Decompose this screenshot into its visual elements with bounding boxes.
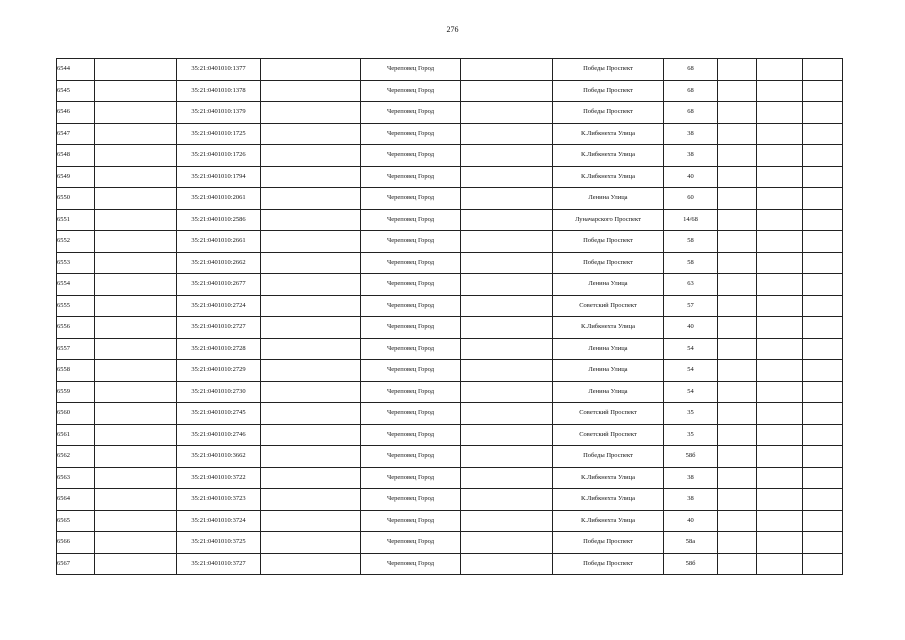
table-row: [57, 188, 843, 210]
cell-city: Череповец Город: [361, 510, 461, 532]
cell-cadastral-number: 35:21:0401010:2730: [177, 381, 261, 403]
table-row: [57, 381, 843, 403]
cell-empty: [461, 467, 553, 489]
cell-city: Череповец Город: [361, 403, 461, 425]
cell-empty: [757, 424, 803, 446]
cell-street: Победы Проспект: [553, 231, 664, 253]
cell-empty: [757, 317, 803, 339]
cell-empty: [803, 360, 843, 382]
cell-cadastral-number: 35:21:0401010:2724: [177, 295, 261, 317]
cell-empty: [757, 209, 803, 231]
cell-empty: [261, 467, 361, 489]
cell-empty: [803, 80, 843, 102]
cell-empty: [718, 317, 757, 339]
cell-empty: [718, 360, 757, 382]
cell-empty: [95, 510, 177, 532]
cell-empty: [461, 252, 553, 274]
cell-house: 68: [664, 59, 718, 81]
cell-city: Череповец Город: [361, 381, 461, 403]
cell-record-number: 6546: [57, 102, 95, 124]
cell-house: 14/68: [664, 209, 718, 231]
cell-empty: [718, 252, 757, 274]
cell-empty: [261, 317, 361, 339]
cell-street: Победы Проспект: [553, 532, 664, 554]
cell-house: 40: [664, 317, 718, 339]
cell-empty: [95, 424, 177, 446]
cell-empty: [95, 188, 177, 210]
cell-city: Череповец Город: [361, 209, 461, 231]
cell-empty: [718, 102, 757, 124]
cell-house: 54: [664, 381, 718, 403]
cell-street: Ленина Улица: [553, 274, 664, 296]
cell-record-number: 6567: [57, 553, 95, 575]
table-row: [57, 209, 843, 231]
cell-empty: [803, 338, 843, 360]
cell-empty: [718, 80, 757, 102]
cell-empty: [95, 446, 177, 468]
cell-street: Победы Проспект: [553, 252, 664, 274]
cell-city: Череповец Город: [361, 145, 461, 167]
cell-empty: [461, 274, 553, 296]
table-row: [57, 80, 843, 102]
cell-cadastral-number: 35:21:0401010:3662: [177, 446, 261, 468]
cell-house: 60: [664, 188, 718, 210]
cell-empty: [757, 338, 803, 360]
cell-house: 63: [664, 274, 718, 296]
cell-house: 38: [664, 489, 718, 511]
cell-empty: [803, 403, 843, 425]
cell-record-number: 6552: [57, 231, 95, 253]
cell-empty: [718, 338, 757, 360]
cell-empty: [718, 446, 757, 468]
cell-cadastral-number: 35:21:0401010:2662: [177, 252, 261, 274]
cell-empty: [757, 80, 803, 102]
cell-house: 54: [664, 338, 718, 360]
cell-empty: [718, 489, 757, 511]
cell-city: Череповец Город: [361, 338, 461, 360]
cell-empty: [718, 381, 757, 403]
cell-empty: [757, 59, 803, 81]
cell-record-number: 6565: [57, 510, 95, 532]
cell-empty: [461, 295, 553, 317]
cell-house: 68: [664, 102, 718, 124]
cell-house: 40: [664, 166, 718, 188]
cell-empty: [461, 102, 553, 124]
cell-empty: [95, 317, 177, 339]
cell-empty: [261, 274, 361, 296]
cell-empty: [461, 489, 553, 511]
cell-empty: [803, 123, 843, 145]
cell-cadastral-number: 35:21:0401010:3725: [177, 532, 261, 554]
cell-empty: [95, 145, 177, 167]
cell-empty: [718, 295, 757, 317]
cell-empty: [757, 188, 803, 210]
cell-street: Советский Проспект: [553, 424, 664, 446]
cell-street: К.Либкнехта Улица: [553, 317, 664, 339]
cell-record-number: 6548: [57, 145, 95, 167]
cell-street: К.Либкнехта Улица: [553, 123, 664, 145]
cell-empty: [261, 553, 361, 575]
cell-empty: [261, 489, 361, 511]
cell-empty: [95, 80, 177, 102]
cell-house: 68: [664, 80, 718, 102]
cell-empty: [461, 166, 553, 188]
cell-empty: [803, 102, 843, 124]
cell-empty: [461, 145, 553, 167]
cell-empty: [803, 166, 843, 188]
cell-empty: [95, 403, 177, 425]
cell-cadastral-number: 35:21:0401010:3723: [177, 489, 261, 511]
cell-cadastral-number: 35:21:0401010:1794: [177, 166, 261, 188]
cell-empty: [803, 274, 843, 296]
table-row: [57, 403, 843, 425]
cell-empty: [718, 467, 757, 489]
cell-cadastral-number: 35:21:0401010:1377: [177, 59, 261, 81]
cell-empty: [95, 102, 177, 124]
cell-empty: [95, 489, 177, 511]
cell-empty: [95, 209, 177, 231]
cell-city: Череповец Город: [361, 532, 461, 554]
cell-city: Череповец Город: [361, 166, 461, 188]
cell-empty: [803, 510, 843, 532]
registry-table: [56, 58, 843, 575]
table-row: [57, 446, 843, 468]
cell-empty: [757, 123, 803, 145]
cell-empty: [95, 59, 177, 81]
cell-record-number: 6558: [57, 360, 95, 382]
cell-empty: [261, 123, 361, 145]
cell-empty: [757, 510, 803, 532]
cell-record-number: 6547: [57, 123, 95, 145]
cell-empty: [461, 59, 553, 81]
cell-empty: [803, 317, 843, 339]
cell-empty: [461, 80, 553, 102]
cell-empty: [95, 166, 177, 188]
cell-empty: [803, 446, 843, 468]
cell-empty: [803, 467, 843, 489]
cell-empty: [461, 123, 553, 145]
cell-city: Череповец Город: [361, 188, 461, 210]
cell-empty: [757, 381, 803, 403]
cell-cadastral-number: 35:21:0401010:2677: [177, 274, 261, 296]
cell-empty: [718, 209, 757, 231]
cell-street: Победы Проспект: [553, 102, 664, 124]
cell-empty: [95, 231, 177, 253]
cell-record-number: 6544: [57, 59, 95, 81]
cell-empty: [803, 424, 843, 446]
table-row: [57, 317, 843, 339]
cell-record-number: 6557: [57, 338, 95, 360]
cell-city: Череповец Город: [361, 467, 461, 489]
cell-empty: [757, 145, 803, 167]
cell-record-number: 6559: [57, 381, 95, 403]
cell-house: 58: [664, 252, 718, 274]
cell-empty: [461, 532, 553, 554]
cell-house: 58б: [664, 446, 718, 468]
cell-street: Победы Проспект: [553, 553, 664, 575]
cell-record-number: 6562: [57, 446, 95, 468]
cell-cadastral-number: 35:21:0401010:2729: [177, 360, 261, 382]
cell-house: 38: [664, 467, 718, 489]
cell-empty: [261, 231, 361, 253]
cell-cadastral-number: 35:21:0401010:1725: [177, 123, 261, 145]
cell-empty: [757, 102, 803, 124]
cell-empty: [718, 510, 757, 532]
cell-empty: [261, 209, 361, 231]
cell-city: Череповец Город: [361, 102, 461, 124]
cell-empty: [803, 59, 843, 81]
cell-cadastral-number: 35:21:0401010:3727: [177, 553, 261, 575]
cell-empty: [757, 252, 803, 274]
cell-cadastral-number: 35:21:0401010:3724: [177, 510, 261, 532]
cell-house: 54: [664, 360, 718, 382]
cell-empty: [461, 360, 553, 382]
cell-empty: [757, 467, 803, 489]
cell-empty: [718, 123, 757, 145]
cell-empty: [261, 295, 361, 317]
cell-empty: [261, 403, 361, 425]
cell-cadastral-number: 35:21:0401010:1378: [177, 80, 261, 102]
cell-empty: [803, 209, 843, 231]
table-row: [57, 467, 843, 489]
cell-house: 40: [664, 510, 718, 532]
table-row: [57, 123, 843, 145]
cell-empty: [95, 338, 177, 360]
cell-street: Победы Проспект: [553, 446, 664, 468]
cell-empty: [757, 360, 803, 382]
cell-street: Ленина Улица: [553, 338, 664, 360]
cell-city: Череповец Город: [361, 317, 461, 339]
cell-empty: [95, 532, 177, 554]
cell-empty: [95, 295, 177, 317]
cell-house: 35: [664, 424, 718, 446]
cell-cadastral-number: 35:21:0401010:2745: [177, 403, 261, 425]
cell-city: Череповец Город: [361, 252, 461, 274]
cell-empty: [803, 553, 843, 575]
cell-cadastral-number: 35:21:0401010:2746: [177, 424, 261, 446]
cell-record-number: 6566: [57, 532, 95, 554]
cell-city: Череповец Город: [361, 59, 461, 81]
cell-cadastral-number: 35:21:0401010:2586: [177, 209, 261, 231]
cell-empty: [461, 209, 553, 231]
cell-empty: [261, 188, 361, 210]
cell-empty: [718, 274, 757, 296]
cell-record-number: 6551: [57, 209, 95, 231]
cell-empty: [803, 145, 843, 167]
cell-empty: [461, 317, 553, 339]
cell-street: К.Либкнехта Улица: [553, 510, 664, 532]
cell-empty: [718, 553, 757, 575]
table-row: [57, 424, 843, 446]
cell-street: Ленина Улица: [553, 188, 664, 210]
cell-house: 57: [664, 295, 718, 317]
cell-empty: [757, 489, 803, 511]
cell-empty: [803, 252, 843, 274]
cell-empty: [261, 338, 361, 360]
cell-record-number: 6563: [57, 467, 95, 489]
cell-city: Череповец Город: [361, 295, 461, 317]
cell-city: Череповец Город: [361, 80, 461, 102]
cell-cadastral-number: 35:21:0401010:2728: [177, 338, 261, 360]
table-row: [57, 553, 843, 575]
cell-record-number: 6549: [57, 166, 95, 188]
cell-street: Победы Проспект: [553, 80, 664, 102]
cell-street: Ленина Улица: [553, 360, 664, 382]
cell-empty: [461, 446, 553, 468]
cell-street: К.Либкнехта Улица: [553, 467, 664, 489]
cell-street: К.Либкнехта Улица: [553, 145, 664, 167]
cell-empty: [718, 424, 757, 446]
cell-street: Советский Проспект: [553, 403, 664, 425]
cell-empty: [261, 59, 361, 81]
cell-empty: [803, 188, 843, 210]
cell-empty: [803, 489, 843, 511]
cell-empty: [261, 510, 361, 532]
cell-empty: [757, 295, 803, 317]
cell-city: Череповец Город: [361, 123, 461, 145]
cell-cadastral-number: 35:21:0401010:1726: [177, 145, 261, 167]
cell-empty: [718, 145, 757, 167]
cell-record-number: 6560: [57, 403, 95, 425]
cell-empty: [95, 381, 177, 403]
cell-empty: [95, 123, 177, 145]
cell-record-number: 6554: [57, 274, 95, 296]
table-row: [57, 338, 843, 360]
cell-record-number: 6564: [57, 489, 95, 511]
cell-empty: [757, 532, 803, 554]
cell-record-number: 6555: [57, 295, 95, 317]
cell-empty: [718, 59, 757, 81]
cell-empty: [261, 166, 361, 188]
cell-street: Луначарского Проспект: [553, 209, 664, 231]
cell-cadastral-number: 35:21:0401010:1379: [177, 102, 261, 124]
table-row: [57, 510, 843, 532]
cell-empty: [95, 360, 177, 382]
cell-city: Череповец Город: [361, 274, 461, 296]
cell-house: 38: [664, 123, 718, 145]
cell-street: К.Либкнехта Улица: [553, 166, 664, 188]
cell-record-number: 6553: [57, 252, 95, 274]
cell-street: Победы Проспект: [553, 59, 664, 81]
cell-empty: [461, 188, 553, 210]
cell-house: 38: [664, 145, 718, 167]
cell-empty: [261, 360, 361, 382]
table-row: [57, 360, 843, 382]
cell-cadastral-number: 35:21:0401010:2661: [177, 231, 261, 253]
cell-street: К.Либкнехта Улица: [553, 489, 664, 511]
cell-empty: [461, 424, 553, 446]
cell-house: 58а: [664, 532, 718, 554]
cell-empty: [461, 403, 553, 425]
cell-empty: [261, 145, 361, 167]
cell-empty: [757, 446, 803, 468]
cell-city: Череповец Город: [361, 360, 461, 382]
cell-empty: [757, 166, 803, 188]
cell-empty: [461, 381, 553, 403]
table-row: [57, 532, 843, 554]
cell-empty: [261, 446, 361, 468]
table-row: [57, 102, 843, 124]
cell-city: Череповец Город: [361, 553, 461, 575]
cell-street: Советский Проспект: [553, 295, 664, 317]
table-row: [57, 295, 843, 317]
cell-city: Череповец Город: [361, 424, 461, 446]
table-row: [57, 231, 843, 253]
cell-empty: [261, 80, 361, 102]
cell-empty: [461, 338, 553, 360]
cell-empty: [803, 295, 843, 317]
cell-empty: [718, 403, 757, 425]
cell-empty: [95, 467, 177, 489]
cell-city: Череповец Город: [361, 231, 461, 253]
page-number: 276: [446, 25, 459, 34]
cell-empty: [261, 532, 361, 554]
cell-empty: [757, 231, 803, 253]
cell-empty: [757, 274, 803, 296]
cell-house: 35: [664, 403, 718, 425]
cell-house: 58: [664, 231, 718, 253]
cell-empty: [803, 231, 843, 253]
cell-cadastral-number: 35:21:0401010:2727: [177, 317, 261, 339]
cell-city: Череповец Город: [361, 446, 461, 468]
cell-empty: [757, 553, 803, 575]
table-row: [57, 166, 843, 188]
cell-empty: [95, 553, 177, 575]
cell-cadastral-number: 35:21:0401010:3722: [177, 467, 261, 489]
cell-empty: [718, 532, 757, 554]
cell-empty: [803, 381, 843, 403]
cell-empty: [461, 553, 553, 575]
cell-record-number: 6550: [57, 188, 95, 210]
table-row: [57, 145, 843, 167]
cell-empty: [261, 381, 361, 403]
table-row: [57, 489, 843, 511]
table-row: [57, 59, 843, 81]
cell-empty: [461, 231, 553, 253]
cell-empty: [461, 510, 553, 532]
cell-empty: [95, 252, 177, 274]
cell-empty: [261, 102, 361, 124]
cell-empty: [261, 424, 361, 446]
cell-house: 58б: [664, 553, 718, 575]
table-row: [57, 252, 843, 274]
registry-table-body: [57, 59, 843, 575]
cell-city: Череповец Город: [361, 489, 461, 511]
cell-empty: [95, 274, 177, 296]
table-row: [57, 274, 843, 296]
cell-record-number: 6556: [57, 317, 95, 339]
cell-record-number: 6561: [57, 424, 95, 446]
cell-empty: [718, 231, 757, 253]
cell-empty: [803, 532, 843, 554]
cell-empty: [261, 252, 361, 274]
cell-empty: [718, 166, 757, 188]
cell-cadastral-number: 35:21:0401010:2061: [177, 188, 261, 210]
cell-empty: [757, 403, 803, 425]
cell-record-number: 6545: [57, 80, 95, 102]
cell-empty: [718, 188, 757, 210]
cell-street: Ленина Улица: [553, 381, 664, 403]
